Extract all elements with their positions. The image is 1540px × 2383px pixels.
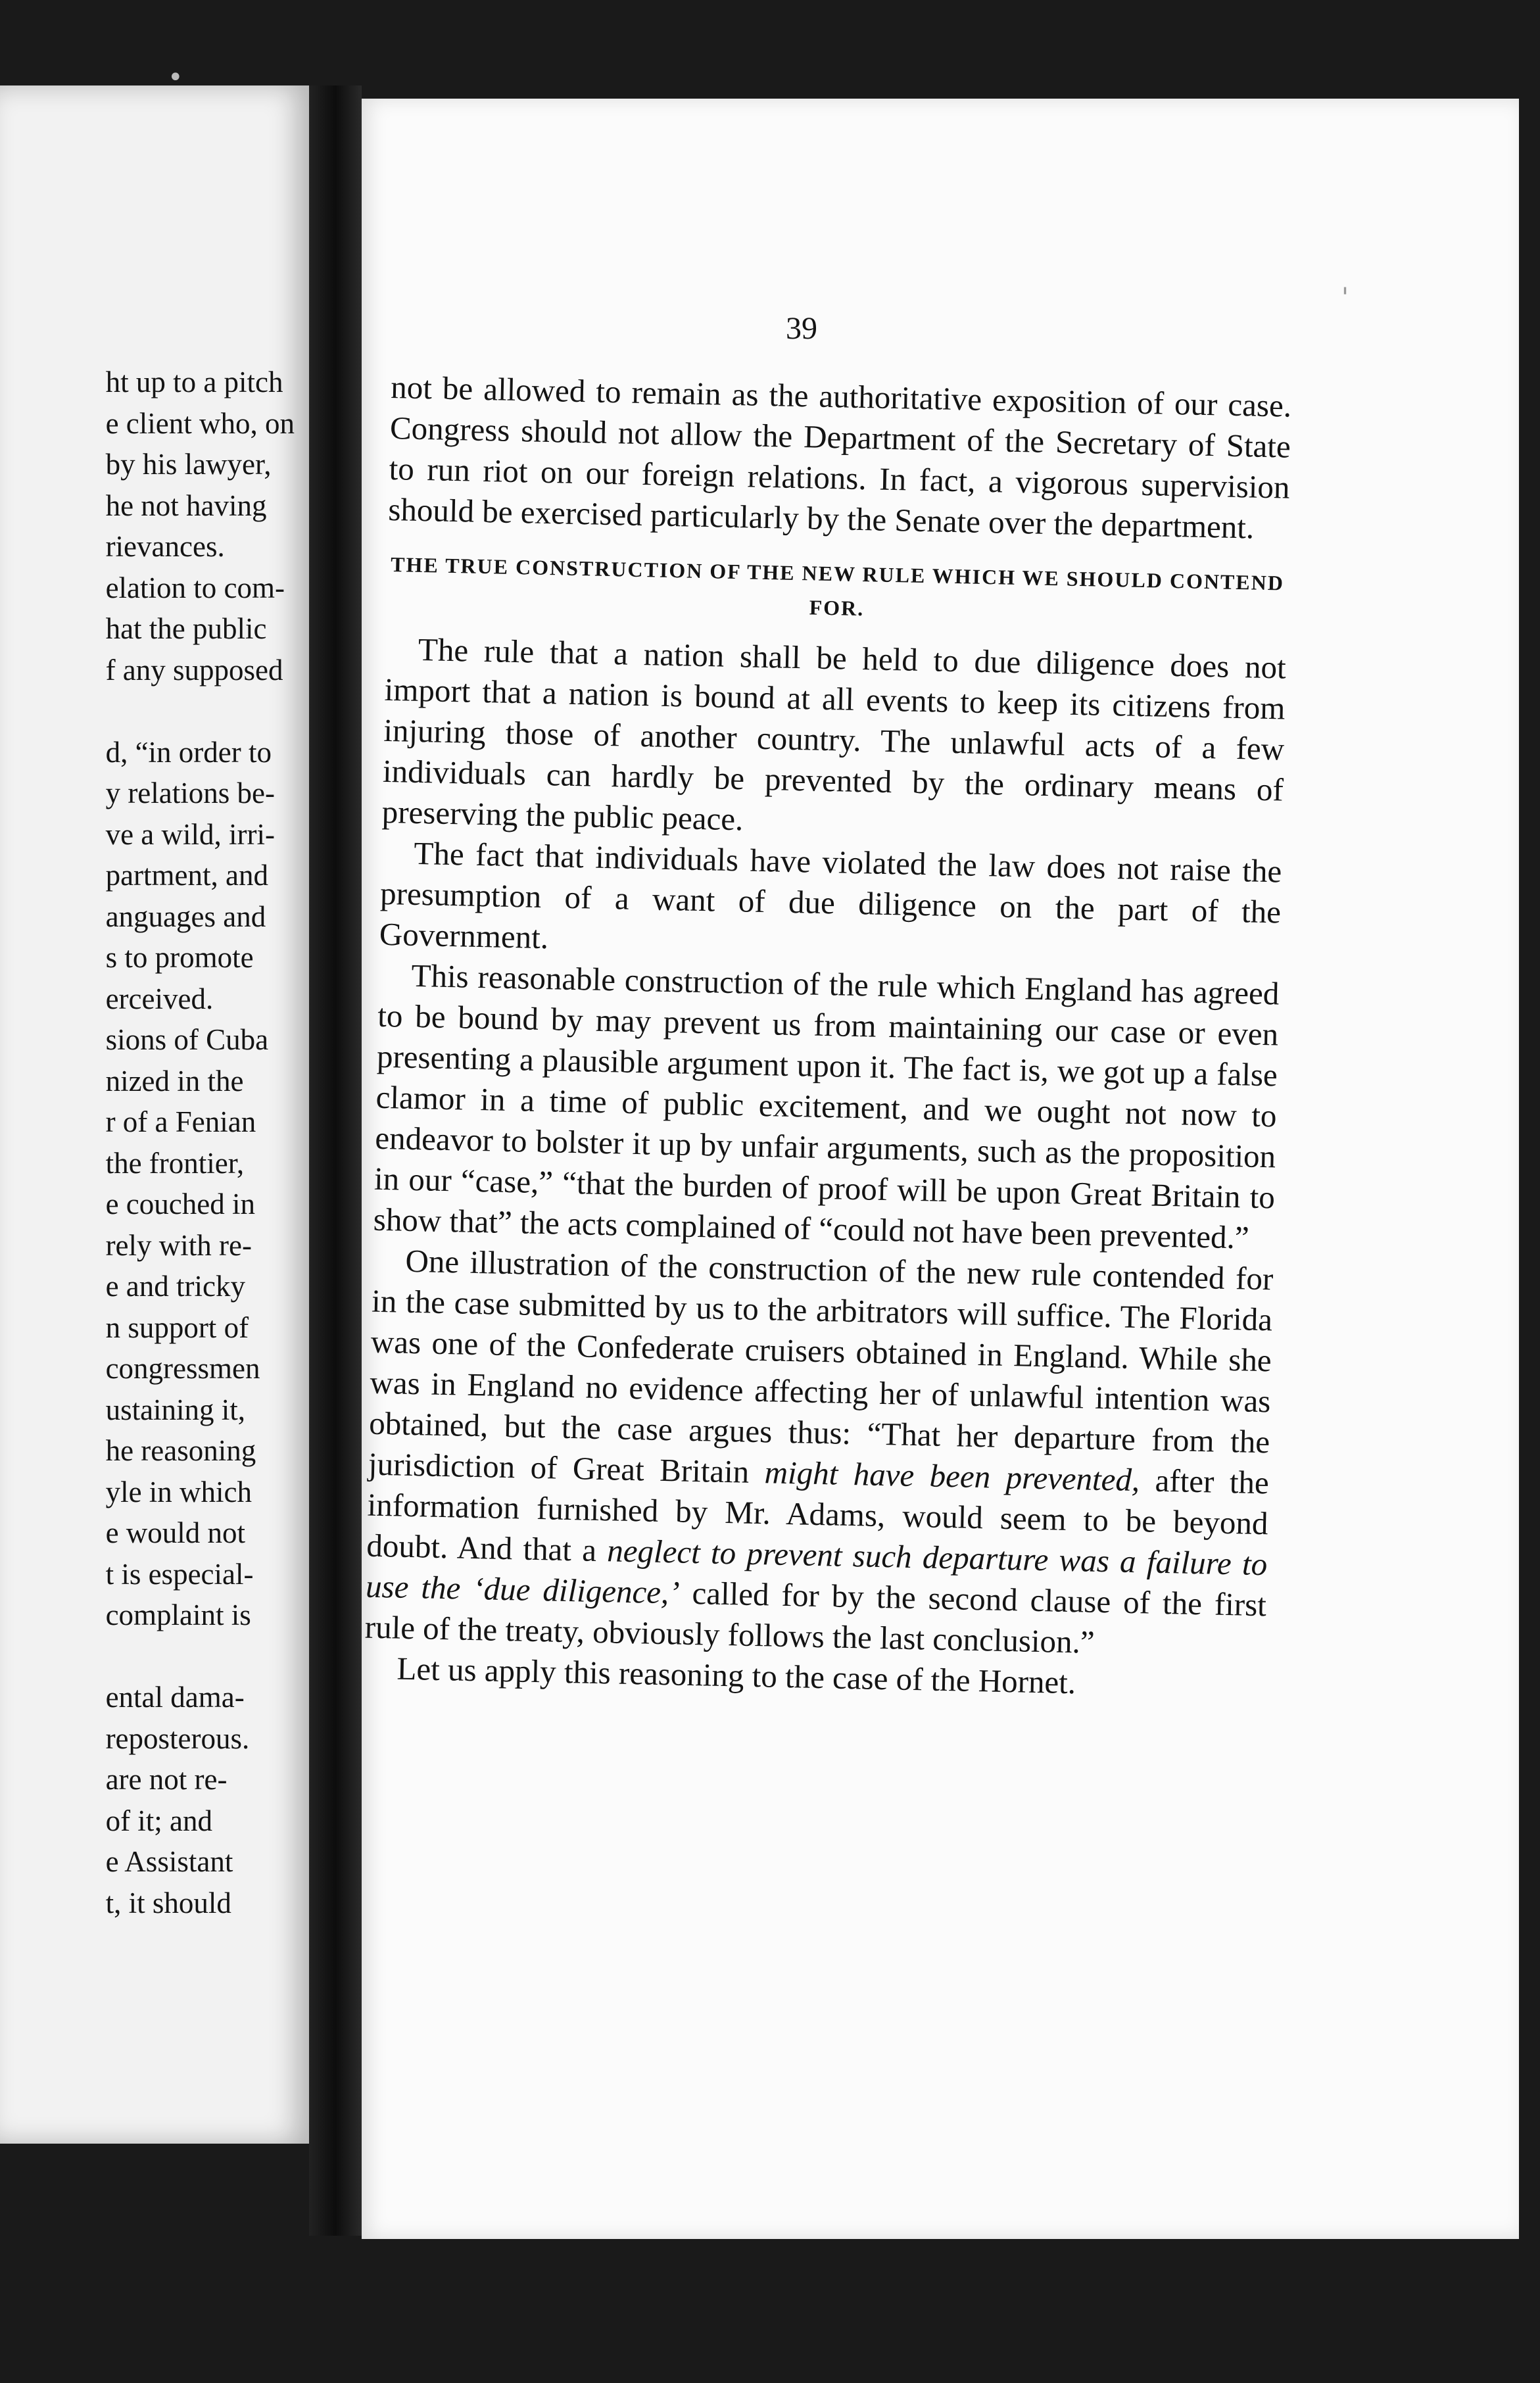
left-page-line: t is especial- — [105, 1557, 254, 1591]
scan-speck: ' — [1341, 283, 1349, 313]
paragraph-6: Let us apply this reasoning to the case of the Hornet. — [396, 1650, 1076, 1701]
left-page-line: partment, and — [105, 859, 268, 892]
book-gutter — [309, 85, 362, 2236]
left-page-line — [106, 690, 295, 732]
left-page-line: congressmen — [105, 1352, 260, 1385]
p5-text-a: One illustration of the construction of the new rule contended for in the case submitted by us to the arbitrators will suffice. The Florida was one of the Confederate cruisers obtained in England. While she was in England no evidence affecting her of unlawful intention was obtained, but the case argues thus: “That her departure from the jurisdiction of Great Britain — [368, 1242, 1274, 1491]
section-heading: THE TRUE CONSTRUCTION OF THE NEW RULE WHICH WE SHOULD CONTEND FOR. — [390, 552, 1285, 621]
left-page-line: y relations be- — [105, 777, 275, 809]
left-page-line: nized in the — [105, 1064, 244, 1097]
left-page-line: t, it should — [105, 1886, 231, 1919]
paragraph-4: This reasonable construction of the rule which England has agreed to be bound by may prevent us from maintaining our case or even presenting a plausible argument upon it. The fact is, we got up a false clamor in a time of public excitement, and we ought not now to endeavor to bolster it up by unfair arguments, such as the proposition in our “case,” “that the burden of proof will be upon Great Britain to show that” the acts complained of “could not have been prevented.” — [373, 957, 1280, 1256]
paragraph-1: not be allowed to remain as the authoritative exposition of our case. Congress should not allow the Department of the Secretary of State to run riot on our foreign relations. In fact, a vigorous supervision should be exercised particularly by the Senate over the department. — [387, 368, 1292, 546]
p5-italic-2: neglect to prevent such departure was a failure to use the ‘due diligence,’ — [365, 1532, 1268, 1611]
left-page-line: r of a Fenian — [105, 1105, 256, 1138]
p5-text-c: called for by the second clause of the first rule of the treaty, obviously follows the last conclusion.” — [364, 1574, 1267, 1660]
left-page-line: are not re- — [105, 1763, 228, 1796]
left-page-line: sions of Cuba — [105, 1023, 269, 1056]
left-page-line: e would not — [105, 1516, 246, 1549]
left-page-line: e couched in — [105, 1188, 255, 1220]
left-page-line: yle in which — [105, 1475, 253, 1508]
left-page — [0, 85, 309, 2144]
left-page-line: the frontier, — [105, 1146, 245, 1180]
left-page-line: rievances. — [105, 530, 225, 563]
left-page-line: e Assistant — [105, 1845, 233, 1878]
left-page-line: f any supposed — [105, 653, 283, 686]
left-page-line: ental dama- — [105, 1681, 245, 1714]
left-page-line: hat the public — [105, 612, 267, 645]
left-page-line: e and tricky — [105, 1270, 245, 1303]
left-page-line: elation to com- — [105, 571, 285, 604]
left-page-line: reposterous. — [105, 1721, 250, 1755]
scan-speck: • — [168, 62, 183, 93]
left-page-line: he not having — [105, 489, 267, 522]
left-page-line: d, “in order to — [105, 735, 272, 769]
left-page-line: s to promote — [105, 941, 254, 974]
left-page-line: e client who, on — [105, 406, 295, 440]
paragraph-5 — [364, 1240, 1274, 1667]
left-page-line: erceived. — [105, 982, 214, 1015]
left-page-line: ht up to a pitch — [105, 366, 283, 398]
page-number: 39 — [786, 311, 817, 346]
left-page-line: rely with re- — [105, 1228, 252, 1262]
left-page-text — [106, 362, 295, 1923]
p5-italic-1: might have been prevented, — [764, 1454, 1140, 1499]
left-page-line: by his lawyer, — [105, 448, 272, 481]
left-page-line: ve a wild, irri- — [105, 817, 275, 851]
left-page-line: he reasoning — [105, 1434, 256, 1467]
left-page-line: of it; and — [105, 1804, 213, 1837]
main-text — [364, 367, 1292, 1707]
left-page-line: ustaining it, — [105, 1393, 246, 1426]
paragraph-3: The fact that individuals have violated the law does not raise the presumption of a want of due diligence on the part of the Government. — [379, 834, 1282, 956]
p5-text-b: after the information furnished by Mr. Adams, would seem to be beyond doubt. And that a — [366, 1462, 1270, 1569]
paragraph-2: The rule that a nation shall be held to due diligence does not import that a nation is bound at all events to keep its citizens from injuring those of another country. The unlawful acts of a few individuals can hardly be prevented by the ordinary means of preserving the public peace. — [381, 631, 1287, 838]
left-page-line: n support of — [105, 1311, 249, 1344]
left-page-line: complaint is — [105, 1599, 251, 1631]
left-page-line: anguages and — [105, 900, 266, 933]
left-page-line — [106, 1636, 295, 1677]
